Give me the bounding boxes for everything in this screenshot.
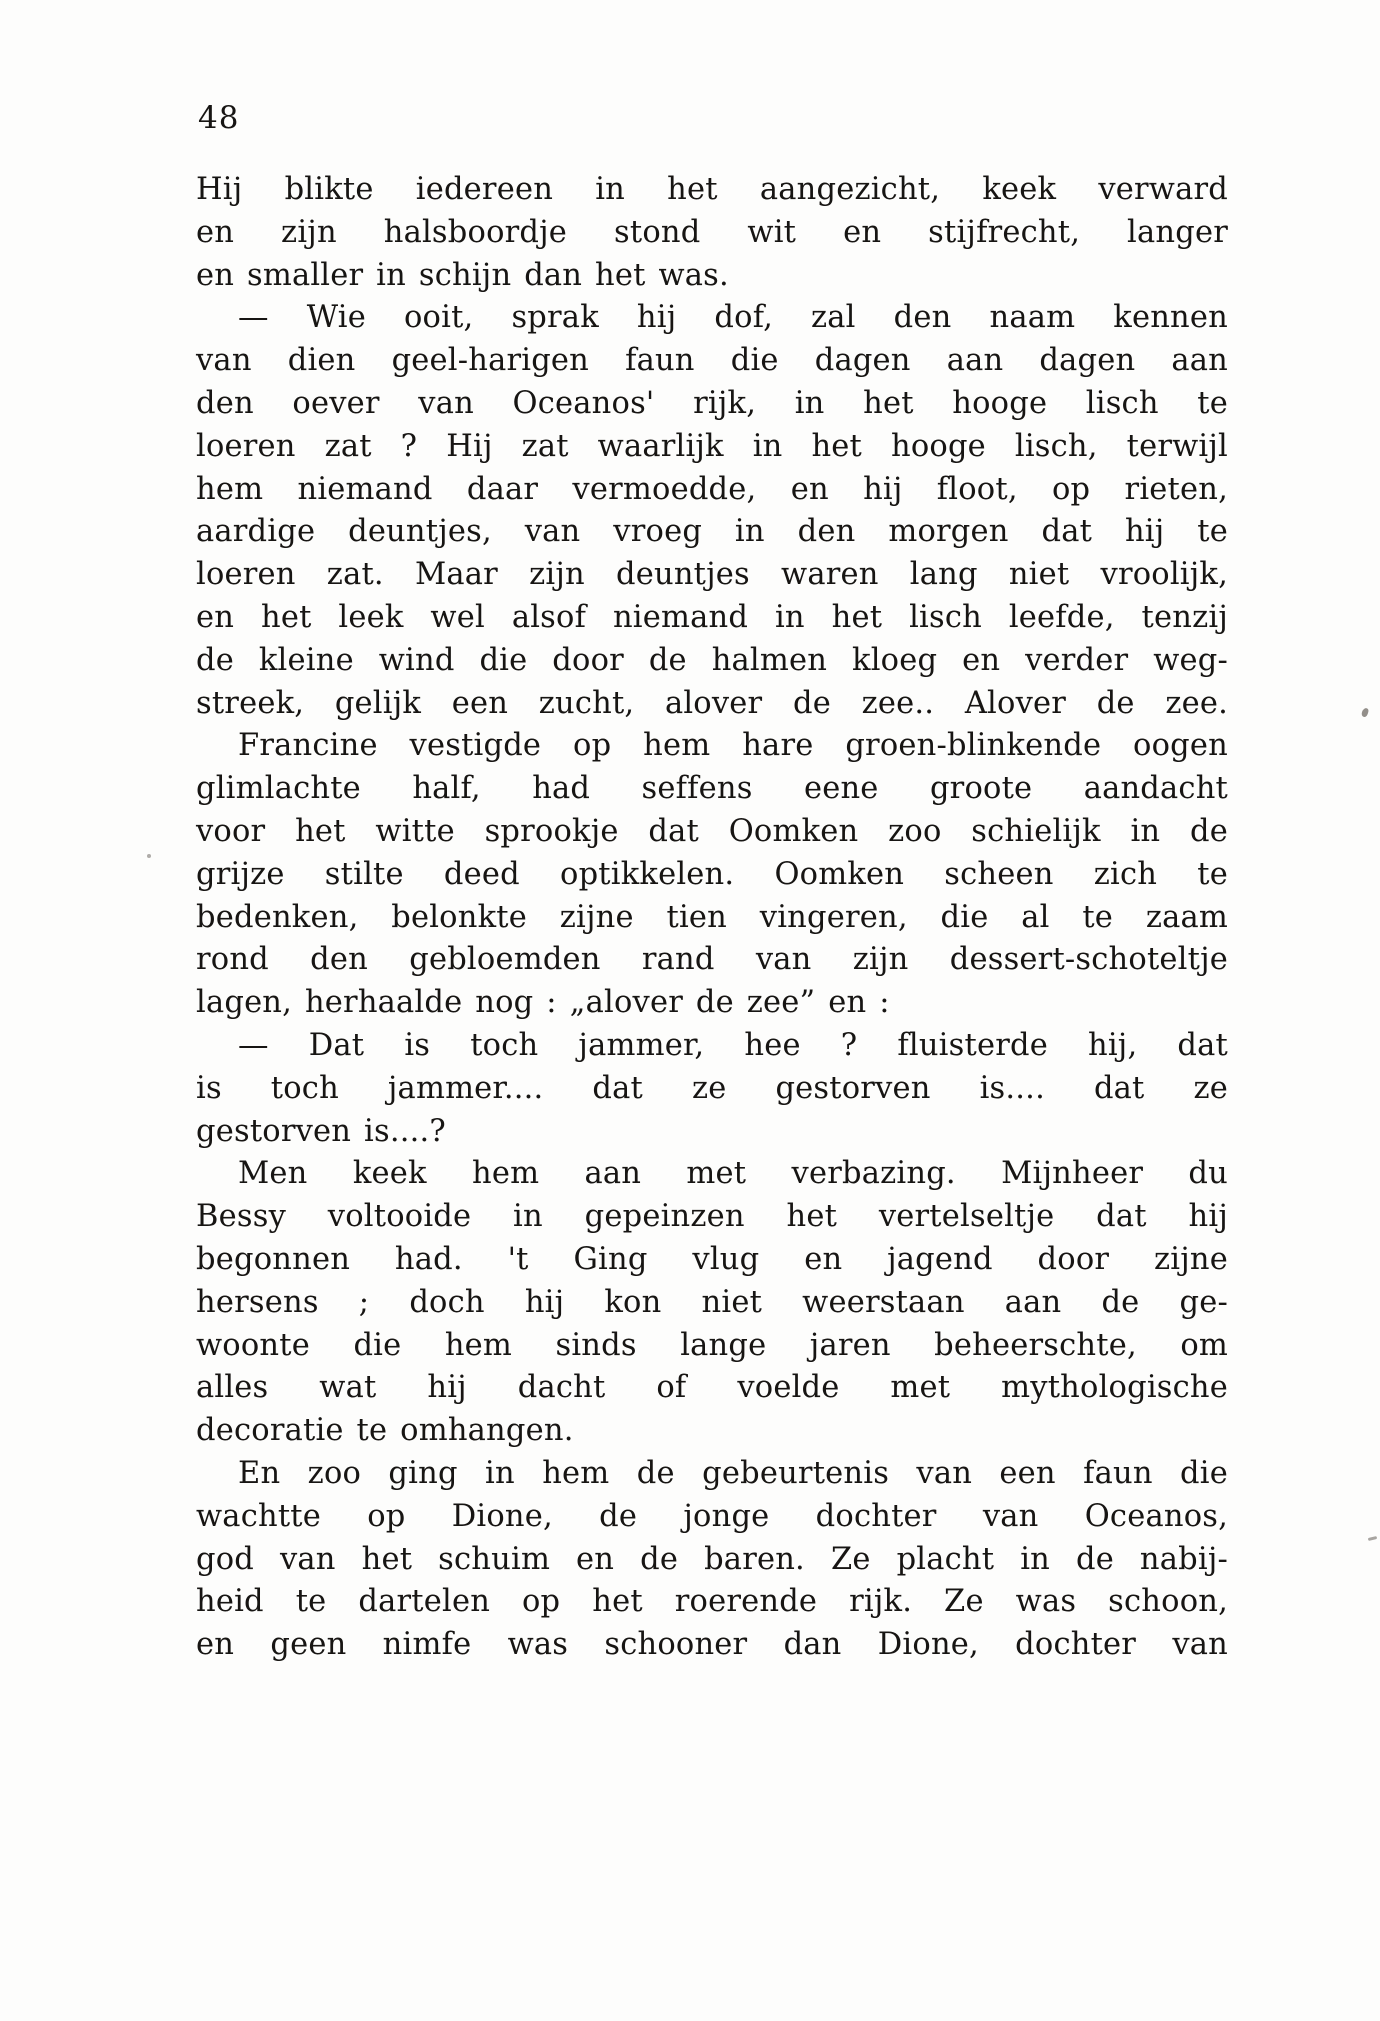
text-line: hem niemand daar vermoedde, en hij floot, op rieten,	[196, 471, 1228, 507]
text-line: En zoo ging in hem de gebeurtenis van een faun die	[238, 1455, 1228, 1491]
text-line: en smaller in schijn dan het was.	[196, 257, 729, 293]
text-line: decoratie te omhangen.	[196, 1413, 574, 1449]
text-line: hersens ; doch hij kon niet weerstaan aan de ge-	[196, 1284, 1228, 1320]
text-line: grijze stilte deed optikkelen. Oomken scheen zich te	[196, 856, 1228, 892]
text-line: van dien geel-harigen faun die dagen aan dagen aan	[196, 343, 1228, 379]
text-line: alles wat hij dacht of voelde met mythologische	[196, 1370, 1228, 1406]
page-number: 48	[198, 100, 240, 136]
text-line: lagen, herhaalde nog : „alover de zee” en :	[196, 985, 890, 1021]
text-line: — Wie ooit, sprak hij dof, zal den naam kennen	[238, 300, 1228, 336]
text-line: voor het witte sprookje dat Oomken zoo schielijk in de	[196, 813, 1228, 849]
text-line: gestorven is....?	[196, 1113, 446, 1149]
text-line: loeren zat. Maar zijn deuntjes waren lang niet vroolijk,	[196, 557, 1228, 593]
text-line: is toch jammer.... dat ze gestorven is.... dat ze	[196, 1070, 1228, 1106]
text-line: de kleine wind die door de halmen kloeg en verder weg-	[196, 642, 1228, 678]
text-line: aardige deuntjes, van vroeg in den morgen dat hij te	[196, 514, 1228, 550]
text-line: — Dat is toch jammer, hee ? fluisterde hij, dat	[238, 1027, 1228, 1063]
text-line: wachtte op Dione, de jonge dochter van Oceanos,	[196, 1498, 1228, 1534]
scan-speck	[1368, 1536, 1377, 1541]
text-line: Hij blikte iedereen in het aangezicht, keek verward	[196, 172, 1228, 207]
text-line: rond den gebloemden rand van zijn dessert-schoteltje	[196, 942, 1228, 978]
scan-speck	[1361, 707, 1369, 717]
text-line: woonte die hem sinds lange jaren beheerschte, om	[196, 1327, 1228, 1363]
text-line: god van het schuim en de baren. Ze placht in de nabij-	[196, 1541, 1228, 1577]
text-line: loeren zat ? Hij zat waarlijk in het hooge lisch, terwijl	[196, 428, 1228, 464]
text-line: bedenken, belonkte zijne tien vingeren, die al te zaam	[196, 899, 1228, 935]
text-line: en geen nimfe was schooner dan Dione, dochter van	[196, 1627, 1228, 1663]
text-line: heid te dartelen op het roerende rijk. Ze was schoon,	[196, 1584, 1228, 1620]
text-line: Bessy voltooide in gepeinzen het vertelseltje dat hij	[196, 1199, 1228, 1235]
scan-speck	[147, 854, 151, 858]
text-line: en zijn halsboordje stond wit en stijfrecht, langer	[196, 214, 1228, 250]
text-line: Francine vestigde op hem hare groen-blinkende oogen	[238, 728, 1228, 764]
text-line: Men keek hem aan met verbazing. Mijnheer du	[238, 1156, 1228, 1192]
text-line: begonnen had. 't Ging vlug en jagend door zijne	[196, 1241, 1228, 1277]
text-line: glimlachte half, had seffens eene groote aandacht	[196, 771, 1228, 807]
text-block	[196, 169, 1228, 1667]
text-line: den oever van Oceanos' rijk, in het hooge lisch te	[196, 385, 1228, 421]
text-line: en het leek wel alsof niemand in het lisch leefde, tenzij	[196, 599, 1228, 635]
text-line: streek, gelijk een zucht, alover de zee.. Alover de zee.	[196, 685, 1228, 721]
